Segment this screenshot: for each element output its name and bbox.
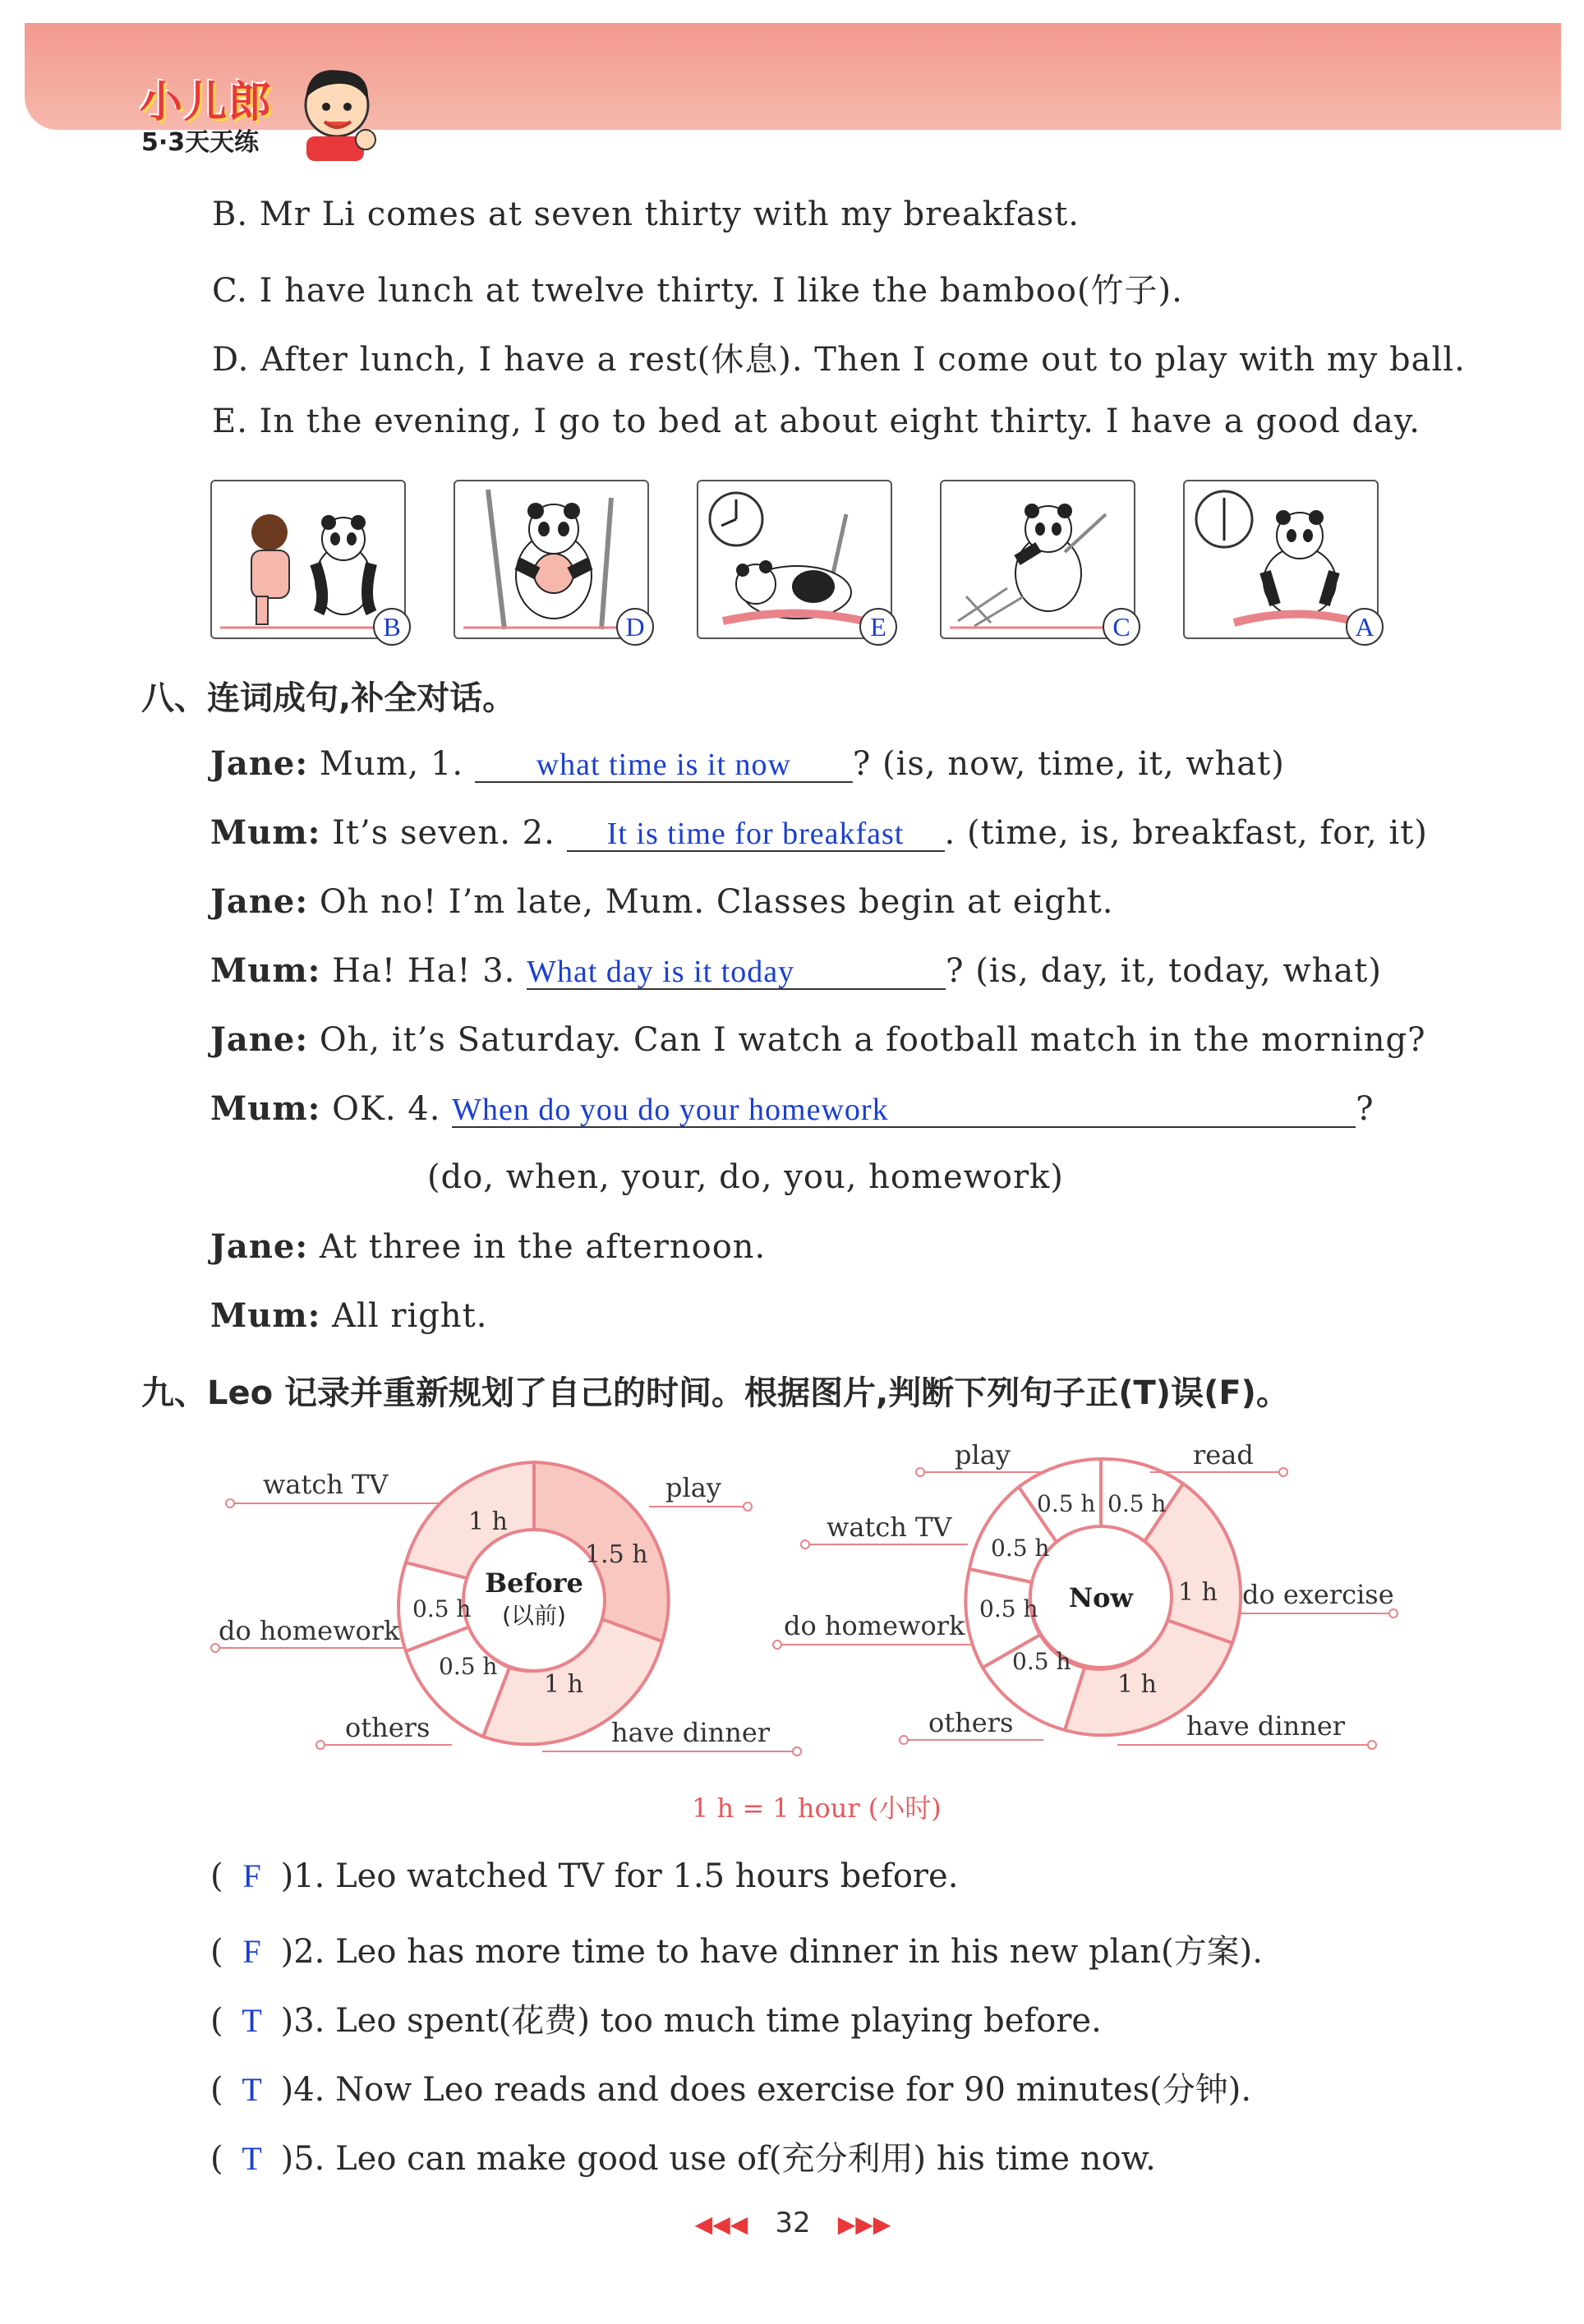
- now-center-label: Now: [1068, 1582, 1134, 1613]
- speaker: Jane:: [210, 744, 309, 783]
- picture-1-answer: B: [373, 608, 411, 646]
- option-d: D. After lunch, I have a rest(休息). Then I come out to play with my ball.: [212, 341, 1466, 379]
- next-arrows-icon: ▶▶▶: [837, 2211, 891, 2238]
- judge-answer-4: T: [242, 2071, 262, 2108]
- dialogue-line-6: [210, 1089, 1374, 1128]
- answer-blank-3: What day is it today: [527, 955, 946, 990]
- section-9-title: 九、Leo 记录并重新规划了自己的时间。根据图片,判断下列句子正(T)误(F)。: [141, 1374, 1289, 1412]
- judge-item-5: ( T )5. Leo can make good use of(充分利用) his time now.: [210, 2140, 1156, 2178]
- before-label-dinner: have dinner: [611, 1717, 771, 1748]
- line-prefix: It’s seven. 2.: [332, 814, 555, 852]
- before-time-chart: [205, 1438, 830, 1766]
- now-label-play: play: [955, 1439, 1011, 1470]
- judge-text-5: )5. Leo can make good use of(充分利用) his time now.: [280, 2140, 1156, 2178]
- now-label-tv: watch TV: [827, 1512, 952, 1543]
- line-hint: ? (is, day, it, today, what): [946, 952, 1382, 990]
- now-time-dinner: 1 h: [1117, 1670, 1157, 1699]
- now-time-play: 0.5 h: [1037, 1490, 1096, 1517]
- option-b: B. Mr Li comes at seven thirty with my breakfast.: [212, 196, 1080, 233]
- picture-3: [697, 480, 892, 642]
- dialogue-line-5: [210, 1020, 1426, 1059]
- panda-eating-bamboo-icon: [942, 481, 1134, 637]
- speaker: Mum:: [210, 1296, 321, 1335]
- mascot-boy-icon: [292, 58, 382, 164]
- picture-4-answer: C: [1103, 608, 1140, 646]
- picture-2: [454, 480, 649, 642]
- now-time-chart: [772, 1429, 1413, 1766]
- before-time-others: 0.5 h: [439, 1653, 498, 1680]
- man-feeding-panda-icon: [212, 481, 404, 637]
- answer-blank-1: what time is it now: [475, 748, 853, 783]
- brand-subtitle: 5·3天天练: [141, 128, 260, 157]
- dialogue-line-1: [210, 744, 1285, 783]
- section-8-title: 八、连词成句,补全对话。: [141, 679, 516, 717]
- picture-1: [210, 480, 406, 642]
- now-label-others: others: [928, 1707, 1014, 1738]
- panda-with-ball-icon: [455, 481, 647, 637]
- now-time-read: 0.5 h: [1107, 1490, 1167, 1517]
- line-prefix: Ha! Ha! 3.: [332, 952, 516, 990]
- judge-text-1: )1. Leo watched TV for 1.5 hours before.: [280, 1857, 959, 1895]
- brand-logo: 小儿郎: [140, 78, 274, 127]
- before-label-tv: watch TV: [263, 1469, 389, 1500]
- dialogue-line-7: [210, 1227, 766, 1266]
- before-label-homework: do homework: [219, 1615, 400, 1646]
- judge-answer-2: F: [242, 1933, 261, 1970]
- dialogue-line-8: [210, 1296, 487, 1335]
- option-c: C. I have lunch at twelve thirty. I like the bamboo(竹子).: [212, 272, 1183, 310]
- before-label-play: play: [665, 1472, 721, 1503]
- now-time-tv: 0.5 h: [991, 1535, 1050, 1562]
- line-text: At three in the afternoon.: [319, 1228, 767, 1266]
- line-text: Oh no! I’m late, Mum. Classes begin at eight.: [319, 883, 1114, 921]
- judge-answer-5: T: [242, 2140, 262, 2177]
- now-time-exercise: 1 h: [1178, 1578, 1218, 1607]
- speaker: Mum:: [210, 951, 321, 990]
- now-label-homework: do homework: [784, 1610, 965, 1641]
- dialogue-hint-4: (do, when, your, do, you, homework): [427, 1158, 1064, 1196]
- judge-answer-3: T: [242, 2002, 262, 2039]
- judge-text-3: )3. Leo spent(花费) too much time playing before.: [280, 2002, 1102, 2040]
- line-text: Oh, it’s Saturday. Can I watch a football match in the morning?: [319, 1021, 1426, 1059]
- before-time-homework: 0.5 h: [412, 1595, 472, 1622]
- panda-clock-morning-icon: [1185, 481, 1377, 637]
- line-text: All right.: [332, 1297, 488, 1335]
- dialogue-line-3: [210, 882, 1113, 921]
- now-label-dinner: have dinner: [1186, 1710, 1346, 1742]
- page-footer: [657, 2207, 928, 2239]
- hour-note: 1 h = 1 hour (小时): [692, 1792, 942, 1824]
- page-number: 32: [775, 2207, 811, 2239]
- speaker: Jane:: [210, 882, 309, 921]
- picture-5: [1183, 480, 1379, 642]
- now-time-homework: 0.5 h: [979, 1595, 1038, 1622]
- before-time-tv: 1 h: [468, 1507, 508, 1536]
- option-e: E. In the evening, I go to bed at about eight thirty. I have a good day.: [212, 403, 1421, 440]
- line-hint: ? (is, now, time, it, what): [852, 745, 1285, 783]
- judge-answer-1: F: [242, 1857, 261, 1894]
- answer-blank-4: When do you do your homework: [452, 1093, 1356, 1128]
- speaker: Mum:: [210, 813, 321, 852]
- before-center-label: Before: [485, 1567, 583, 1599]
- now-label-exercise: do exercise: [1242, 1579, 1394, 1610]
- before-time-dinner: 1 h: [544, 1670, 583, 1699]
- speaker: Jane:: [210, 1020, 309, 1059]
- line-prefix: Mum, 1.: [319, 745, 464, 783]
- now-label-read: read: [1193, 1439, 1254, 1470]
- picture-2-answer: D: [616, 608, 654, 646]
- before-center-sub: (以前): [502, 1602, 566, 1629]
- judge-item-1: ( F )1. Leo watched TV for 1.5 hours before.: [210, 1857, 959, 1895]
- answer-blank-2: It is time for breakfast: [567, 817, 945, 852]
- judge-item-4: ( T )4. Now Leo reads and does exercise for 90 minutes(分钟).: [210, 2071, 1252, 2109]
- line-hint: . (time, is, breakfast, for, it): [944, 814, 1428, 852]
- judge-item-3: ( T )3. Leo spent(花费) too much time playing before.: [210, 2002, 1102, 2040]
- picture-5-answer: A: [1346, 608, 1384, 646]
- panda-sleeping-clock-icon: [698, 481, 891, 637]
- dialogue-line-4: [210, 951, 1382, 990]
- now-time-others: 0.5 h: [1012, 1648, 1071, 1675]
- prev-arrows-icon: ◀◀◀: [694, 2211, 748, 2238]
- dialogue-line-2: [210, 813, 1428, 852]
- picture-4: [940, 480, 1135, 642]
- picture-3-answer: E: [859, 608, 897, 646]
- speaker: Mum:: [210, 1089, 321, 1128]
- judge-item-2: ( F )2. Leo has more time to have dinner in his new plan(方案).: [210, 1933, 1263, 1971]
- before-time-play: 1.5 h: [585, 1540, 648, 1569]
- line-prefix: OK. 4.: [332, 1090, 441, 1128]
- before-label-others: others: [345, 1712, 431, 1743]
- judge-text-4: )4. Now Leo reads and does exercise for 90 minutes(分钟).: [280, 2071, 1252, 2109]
- speaker: Jane:: [210, 1227, 309, 1266]
- judge-text-2: )2. Leo has more time to have dinner in his new plan(方案).: [280, 1933, 1263, 1971]
- line-hint: ?: [1356, 1090, 1374, 1128]
